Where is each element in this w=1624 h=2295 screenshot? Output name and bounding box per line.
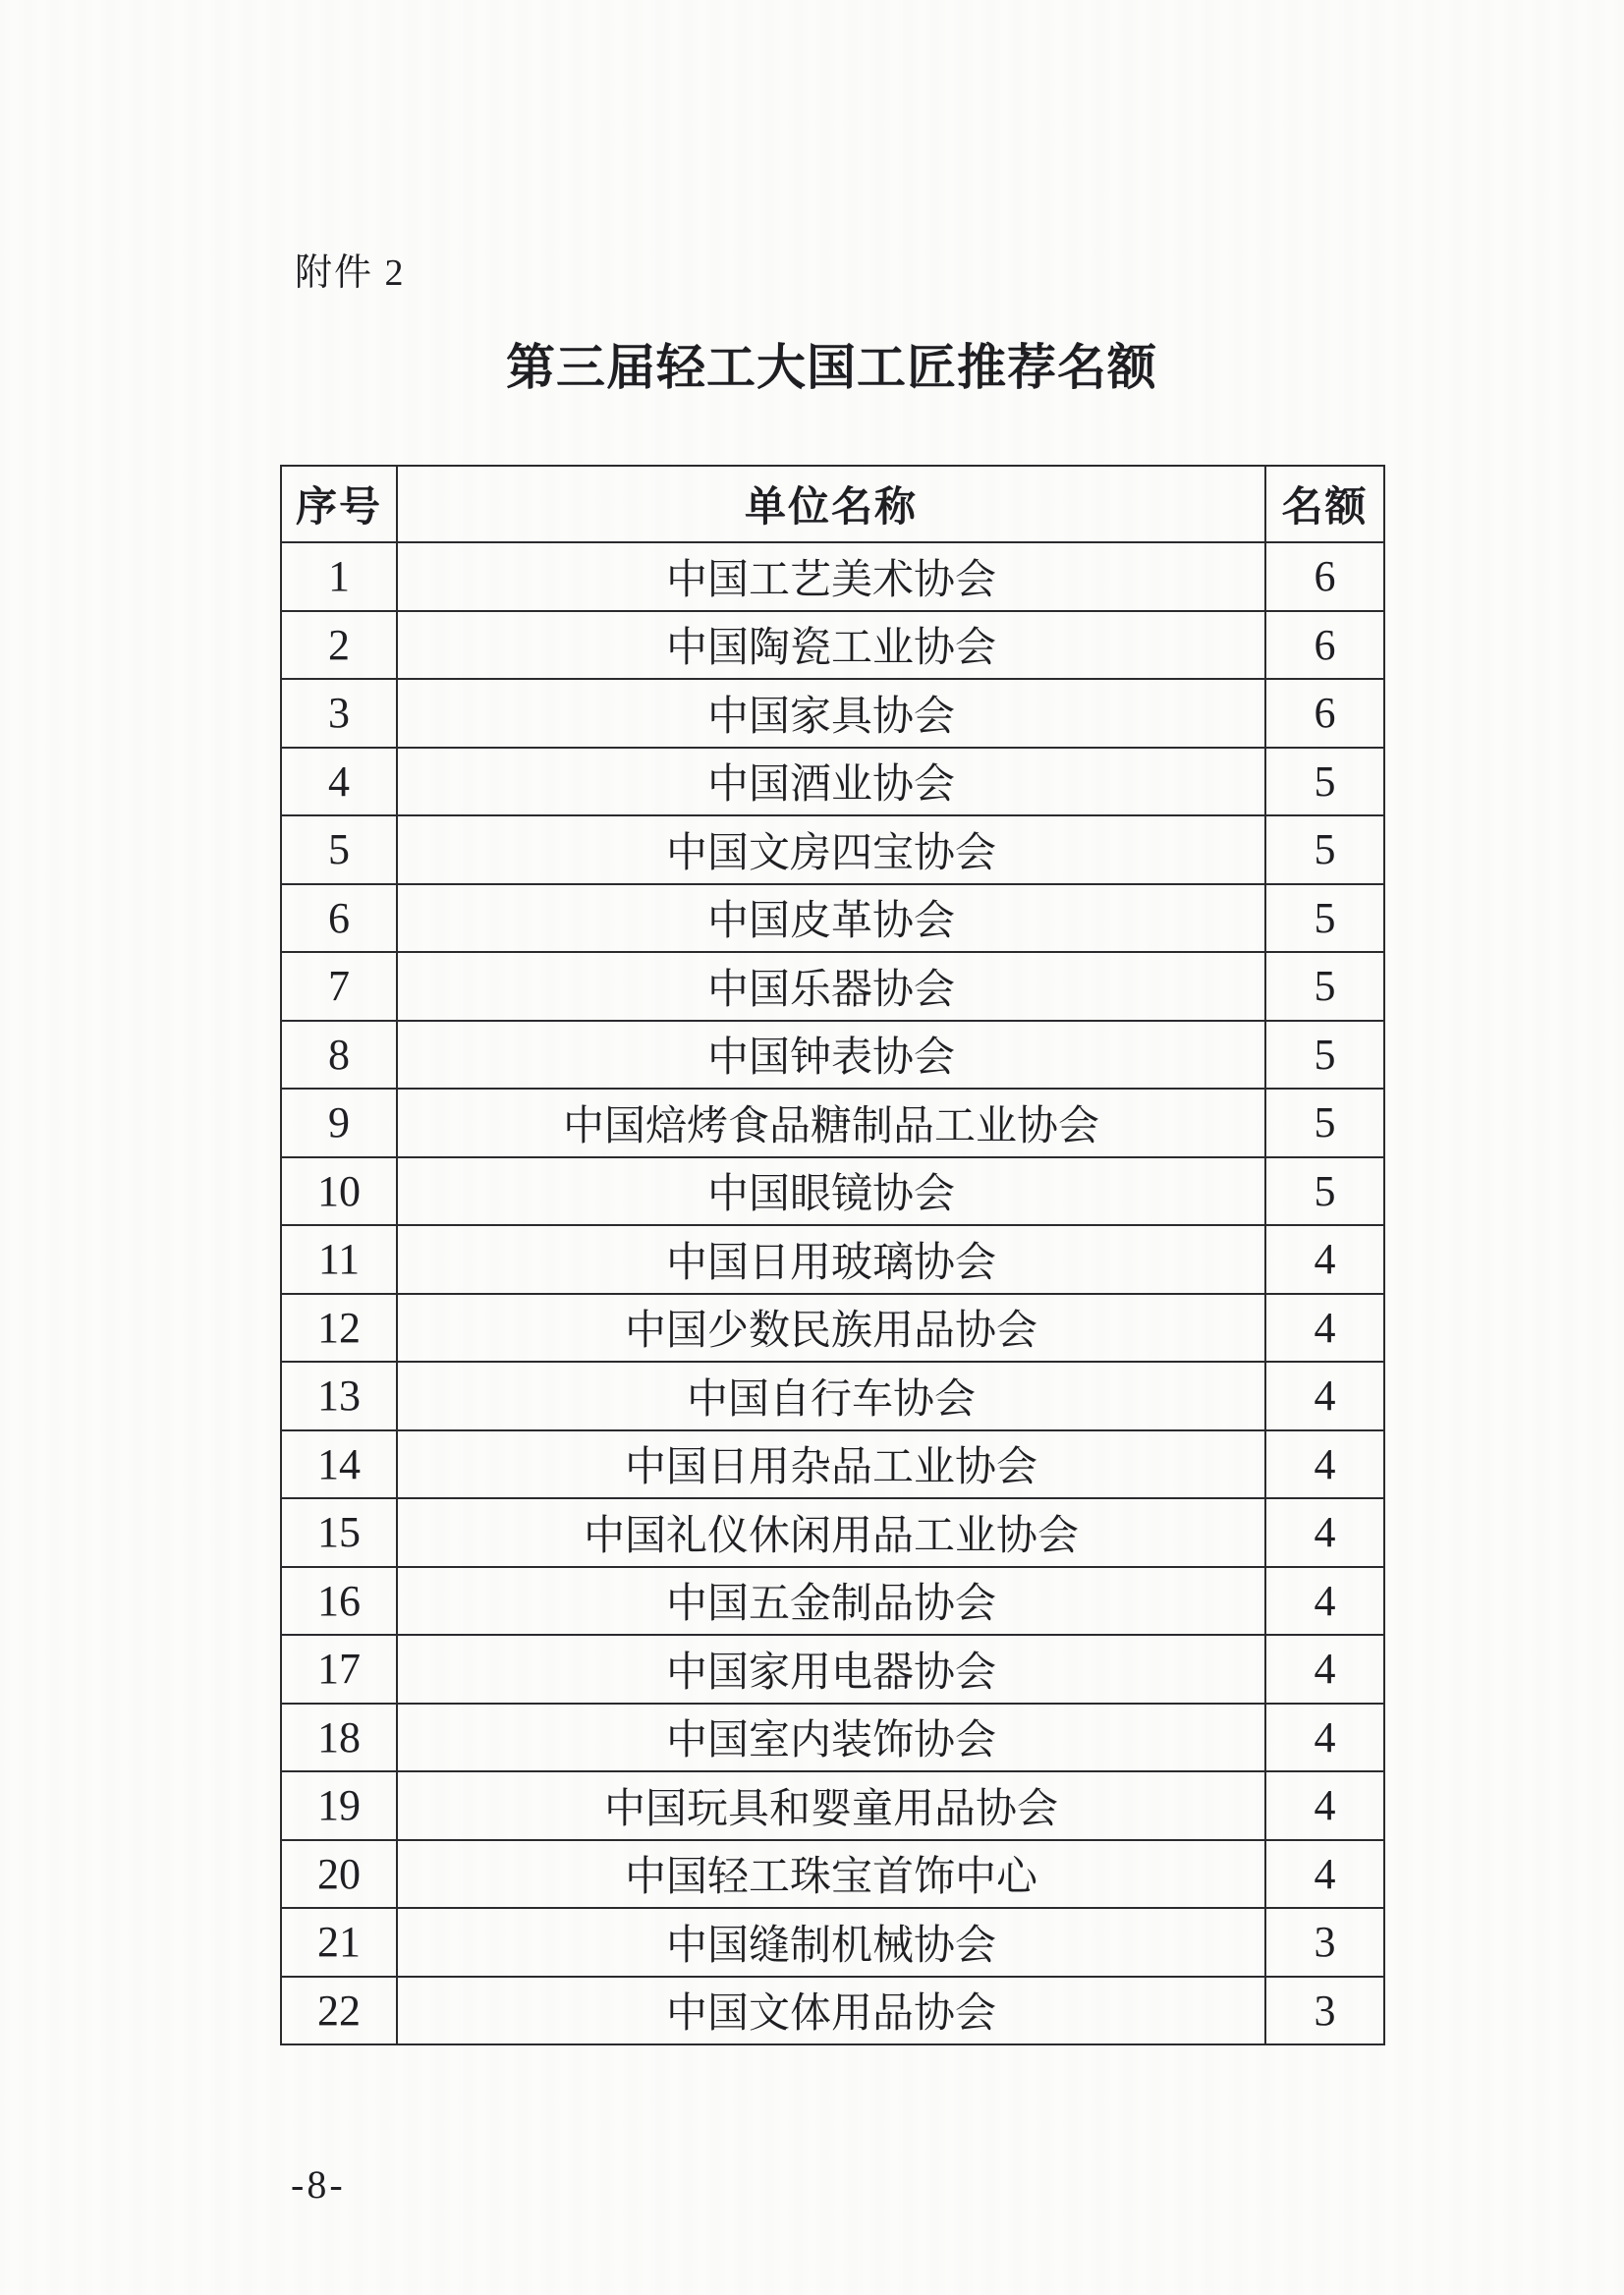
table-body xyxy=(281,542,1384,2044)
row-index-cell: 5 xyxy=(281,815,397,884)
row-index-cell: 9 xyxy=(281,1089,397,1157)
row-unit-name-cell: 中国文房四宝协会 xyxy=(397,815,1265,884)
row-quota-cell: 4 xyxy=(1265,1771,1384,1840)
row-quota-cell: 4 xyxy=(1265,1362,1384,1430)
row-quota-cell: 5 xyxy=(1265,1157,1384,1226)
row-index-cell: 13 xyxy=(281,1362,397,1430)
table-header xyxy=(281,466,1384,542)
row-unit-name-cell: 中国家用电器协会 xyxy=(397,1635,1265,1704)
row-index-cell: 6 xyxy=(281,884,397,953)
column-header-index: 序号 xyxy=(281,466,397,542)
table-row xyxy=(281,542,1384,611)
page-number: -8- xyxy=(291,2162,346,2207)
row-index-cell: 8 xyxy=(281,1021,397,1090)
table-row xyxy=(281,1430,1384,1499)
row-index-cell: 15 xyxy=(281,1498,397,1567)
table-header-row xyxy=(281,466,1384,542)
row-quota-cell: 5 xyxy=(1265,1021,1384,1090)
row-index-cell: 7 xyxy=(281,952,397,1021)
row-quota-cell: 5 xyxy=(1265,815,1384,884)
row-quota-cell: 4 xyxy=(1265,1430,1384,1499)
table-row xyxy=(281,1977,1384,2045)
table-row xyxy=(281,1771,1384,1840)
column-header-quota: 名额 xyxy=(1265,466,1384,542)
table-row xyxy=(281,1567,1384,1636)
row-quota-cell: 4 xyxy=(1265,1635,1384,1704)
row-unit-name-cell: 中国自行车协会 xyxy=(397,1362,1265,1430)
row-quota-cell: 4 xyxy=(1265,1294,1384,1363)
table-row xyxy=(281,1498,1384,1567)
row-index-cell: 19 xyxy=(281,1771,397,1840)
table-row xyxy=(281,611,1384,680)
row-quota-cell: 6 xyxy=(1265,542,1384,611)
row-quota-cell: 3 xyxy=(1265,1977,1384,2045)
row-quota-cell: 6 xyxy=(1265,611,1384,680)
row-unit-name-cell: 中国少数民族用品协会 xyxy=(397,1294,1265,1363)
row-index-cell: 3 xyxy=(281,679,397,748)
table-row xyxy=(281,679,1384,748)
table-row xyxy=(281,884,1384,953)
table-row xyxy=(281,1089,1384,1157)
row-unit-name-cell: 中国文体用品协会 xyxy=(397,1977,1265,2045)
quota-table xyxy=(280,465,1385,2045)
table-row xyxy=(281,815,1384,884)
row-unit-name-cell: 中国皮革协会 xyxy=(397,884,1265,953)
row-quota-cell: 5 xyxy=(1265,748,1384,816)
row-unit-name-cell: 中国缝制机械协会 xyxy=(397,1908,1265,1977)
row-unit-name-cell: 中国轻工珠宝首饰中心 xyxy=(397,1840,1265,1909)
row-quota-cell: 4 xyxy=(1265,1225,1384,1294)
row-unit-name-cell: 中国玩具和婴童用品协会 xyxy=(397,1771,1265,1840)
row-unit-name-cell: 中国乐器协会 xyxy=(397,952,1265,1021)
table-row xyxy=(281,952,1384,1021)
table-row xyxy=(281,1362,1384,1430)
row-index-cell: 12 xyxy=(281,1294,397,1363)
row-quota-cell: 6 xyxy=(1265,679,1384,748)
row-unit-name-cell: 中国日用玻璃协会 xyxy=(397,1225,1265,1294)
row-quota-cell: 5 xyxy=(1265,1089,1384,1157)
table-row xyxy=(281,1157,1384,1226)
row-unit-name-cell: 中国工艺美术协会 xyxy=(397,542,1265,611)
row-index-cell: 10 xyxy=(281,1157,397,1226)
row-index-cell: 16 xyxy=(281,1567,397,1636)
row-unit-name-cell: 中国钟表协会 xyxy=(397,1021,1265,1090)
row-index-cell: 14 xyxy=(281,1430,397,1499)
quota-table-container xyxy=(280,465,1383,2045)
row-unit-name-cell: 中国室内装饰协会 xyxy=(397,1704,1265,1772)
row-quota-cell: 4 xyxy=(1265,1840,1384,1909)
table-row xyxy=(281,1225,1384,1294)
row-unit-name-cell: 中国焙烤食品糖制品工业协会 xyxy=(397,1089,1265,1157)
attachment-label: 附件 2 xyxy=(295,252,406,294)
row-unit-name-cell: 中国礼仪休闲用品工业协会 xyxy=(397,1498,1265,1567)
row-unit-name-cell: 中国陶瓷工业协会 xyxy=(397,611,1265,680)
row-index-cell: 18 xyxy=(281,1704,397,1772)
row-index-cell: 11 xyxy=(281,1225,397,1294)
row-index-cell: 2 xyxy=(281,611,397,680)
row-unit-name-cell: 中国五金制品协会 xyxy=(397,1567,1265,1636)
table-row xyxy=(281,748,1384,816)
table-row xyxy=(281,1908,1384,1977)
table-row xyxy=(281,1294,1384,1363)
row-unit-name-cell: 中国眼镜协会 xyxy=(397,1157,1265,1226)
page-title: 第三届轻工大国工匠推荐名额 xyxy=(506,340,1157,395)
row-index-cell: 4 xyxy=(281,748,397,816)
row-quota-cell: 5 xyxy=(1265,884,1384,953)
row-index-cell: 22 xyxy=(281,1977,397,2045)
table-row xyxy=(281,1704,1384,1772)
table-row xyxy=(281,1635,1384,1704)
row-quota-cell: 4 xyxy=(1265,1567,1384,1636)
row-quota-cell: 5 xyxy=(1265,952,1384,1021)
table-row xyxy=(281,1021,1384,1090)
row-unit-name-cell: 中国日用杂品工业协会 xyxy=(397,1430,1265,1499)
row-unit-name-cell: 中国酒业协会 xyxy=(397,748,1265,816)
row-unit-name-cell: 中国家具协会 xyxy=(397,679,1265,748)
column-header-name: 单位名称 xyxy=(397,466,1265,542)
row-index-cell: 17 xyxy=(281,1635,397,1704)
row-index-cell: 21 xyxy=(281,1908,397,1977)
row-quota-cell: 4 xyxy=(1265,1498,1384,1567)
row-quota-cell: 4 xyxy=(1265,1704,1384,1772)
row-quota-cell: 3 xyxy=(1265,1908,1384,1977)
table-row xyxy=(281,1840,1384,1909)
row-index-cell: 1 xyxy=(281,542,397,611)
row-index-cell: 20 xyxy=(281,1840,397,1909)
